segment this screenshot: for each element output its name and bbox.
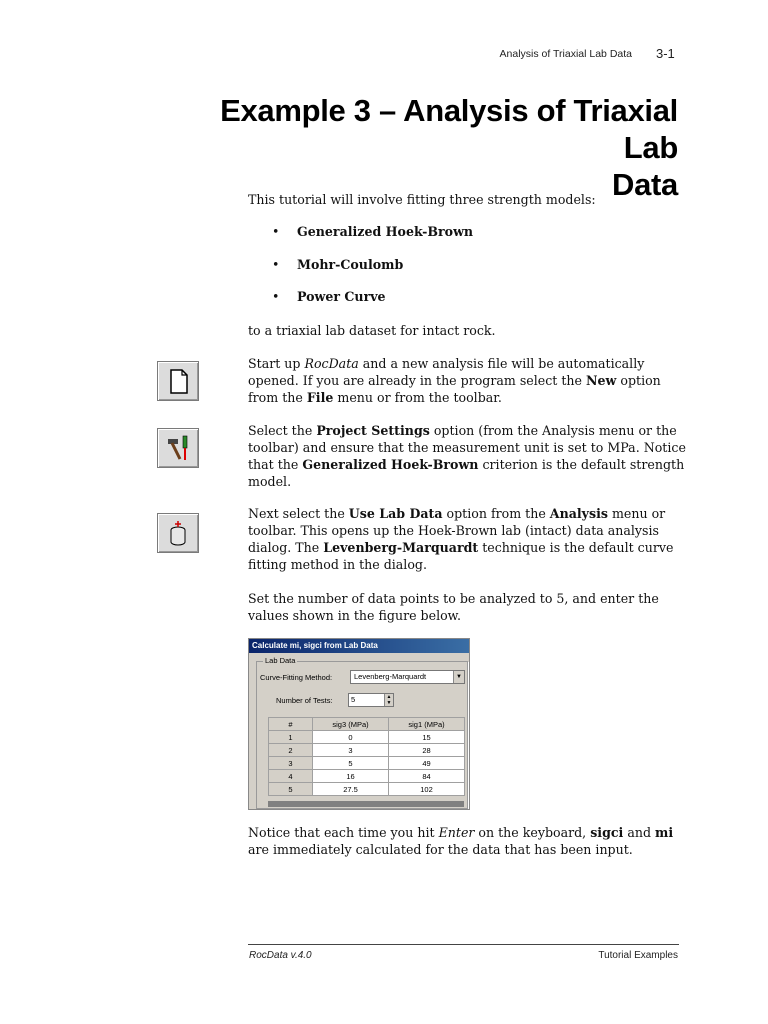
column-header: # [269,718,313,731]
dialog-title: Calculate mi, sigci from Lab Data [249,639,469,653]
number-of-tests-stepper[interactable] [348,693,394,707]
running-header-title: Analysis of Triaxial Lab Data [499,48,632,60]
paragraph-project-settings [248,422,688,490]
footer-divider [248,944,679,945]
footer-section: Tutorial Examples [598,950,678,961]
criterion-label: Generalized Hoek-Brown [302,457,479,472]
table-row [269,770,465,783]
project-settings-label: Project Settings [316,423,430,438]
paragraph-start-up [248,355,688,406]
row-number: 2 [269,744,313,757]
sig1-cell[interactable]: 49 [389,757,465,770]
technique-label: Levenberg-Marquardt [323,540,479,555]
row-number: 5 [269,783,313,796]
text-run: option (from the Analysis menu or the toolbar) and ensure that the measurement unit is set to MPa. Notice that the [248,423,686,472]
table-row [269,744,465,757]
page-number: 3-1 [656,46,675,61]
number-of-tests-label: Number of Tests: [276,696,333,705]
group-label: Lab Data [265,656,296,665]
text-run: are immediately calculated for the data that has been input. [248,842,633,857]
enter-key-label: Enter [438,825,475,840]
title-line-1: Example 3 – Analysis of Triaxial Lab [220,93,678,165]
fit-method-label: Curve-Fitting Method: [260,673,333,682]
text-run: Start up [248,356,305,371]
table-row [269,783,465,796]
row-number: 4 [269,770,313,783]
bullet-item-2 [274,257,403,272]
text-run: Next select the [248,506,349,521]
table-row [269,731,465,744]
column-header: sig1 (MPa) [389,718,465,731]
bullet-label: Mohr-Coulomb [297,257,404,272]
analysis-menu-label: Analysis [549,506,608,521]
text-run: Notice that each time you hit [248,825,439,840]
table-row [269,757,465,770]
title-line-2: Data [612,167,678,202]
fit-method-value: Levenberg-Marquardt [354,672,427,681]
column-header: sig3 (MPa) [313,718,389,731]
sig3-cell[interactable]: 27.5 [313,783,389,796]
intro-paragraph: This tutorial will involve fitting three strength models: [248,192,596,207]
paragraph-notice [248,824,688,858]
text-run: on the keyboard, [474,825,591,840]
sig1-cell[interactable]: 84 [389,770,465,783]
new-option-label: New [585,373,617,388]
spin-arrows-icon[interactable]: ▲ ▼ [384,694,393,706]
lab-data-dialog-figure [248,638,470,810]
text-run: option from the [248,373,661,405]
text-run: menu or from the toolbar. [333,390,502,405]
text-run: and a new analysis file will be automatically opened. If you are already in the program select the [248,356,645,388]
text-run: option from the [442,506,550,521]
text-run: menu or toolbar. This opens up the Hoek-Brown lab (intact) data analysis dialog. The [248,506,666,555]
text-run: and [623,825,656,840]
table-header-row [269,718,465,731]
sigci-label: sigci [590,825,624,840]
footer-version: RocData v.4.0 [249,950,312,961]
sig3-cell[interactable]: 0 [313,731,389,744]
lab-data-table [268,717,465,796]
bullet-item-1 [274,224,473,239]
chevron-down-icon[interactable]: ▼ [453,671,464,683]
sig3-cell[interactable]: 5 [313,757,389,770]
paragraph-set-points: Set the number of data points to be analyzed to 5, and enter the values shown in the figure below. [248,591,659,623]
project-settings-icon [157,428,199,468]
text-run: Select the [248,423,317,438]
after-bullets-paragraph: to a triaxial lab dataset for intact rock. [248,323,496,338]
sig3-cell[interactable]: 16 [313,770,389,783]
mi-label: mi [655,825,674,840]
page-title [160,92,678,203]
sig1-cell[interactable]: 28 [389,744,465,757]
bullet-item-3 [274,289,386,304]
number-of-tests-value: 5 [351,695,356,704]
bullet-label: Generalized Hoek-Brown [297,224,474,239]
use-lab-data-label: Use Lab Data [348,506,443,521]
paragraph-use-lab-data [248,505,688,573]
app-name: RocData [304,356,359,371]
table-scrollbar[interactable] [268,801,464,807]
sig1-cell[interactable]: 15 [389,731,465,744]
lab-data-icon [157,513,199,553]
text-run: criterion is the default strength model. [248,457,685,489]
sig3-cell[interactable]: 3 [313,744,389,757]
new-file-icon [157,361,199,401]
text-run: technique is the default curve fitting method in the dialog. [248,540,674,572]
row-number: 1 [269,731,313,744]
bullet-label: Power Curve [297,289,386,304]
row-number: 3 [269,757,313,770]
sig1-cell[interactable]: 102 [389,783,465,796]
fit-method-select[interactable] [350,670,465,684]
file-menu-label: File [306,390,334,405]
